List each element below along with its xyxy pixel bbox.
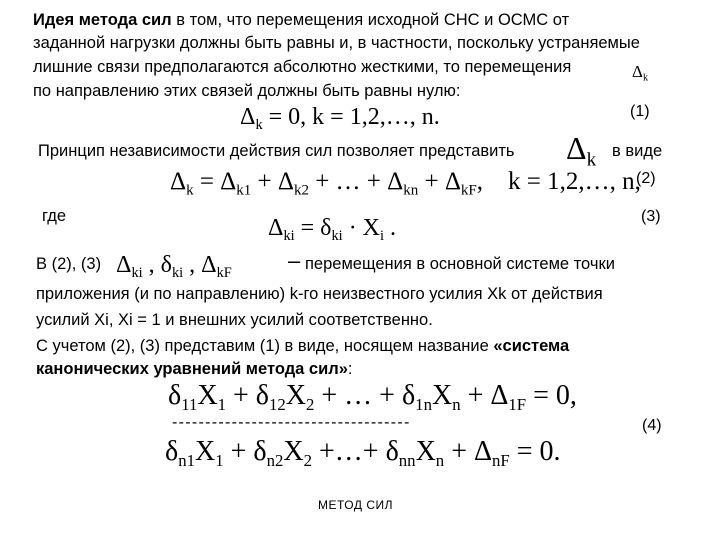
method-name-bold: Идея метода сил xyxy=(33,11,172,29)
big-delta-k xyxy=(566,130,596,172)
displacement-text: перемещения в основной системе точки xyxy=(305,255,615,273)
inline-delta-sub: k xyxy=(642,72,649,84)
eq1-sub: k xyxy=(255,117,263,134)
equation-2: $\Delta_k = \Delta_{k1} + \Delta_{k2}$ + … + $\Delta_{kn} + \Delta_{kF}$, k = 1,2,…, n, xyxy=(170,168,641,199)
canonical-bold: канонических уравнений метода сил» xyxy=(36,360,348,378)
equation-number-2: (2) xyxy=(636,170,656,187)
equation-number-4: (4) xyxy=(642,417,662,434)
intro-line-1-rest: в том, что перемещения исходной СНС и ОСМС от xyxy=(171,11,570,29)
efforts-text: усилий Xi, Xi = 1 и внешних усилий соответственно. xyxy=(36,311,433,329)
equation-1 xyxy=(240,104,440,134)
taking-into-account-line xyxy=(36,336,569,357)
equation-number-3: (3) xyxy=(641,208,661,225)
equation-number-1: (1) xyxy=(630,103,650,120)
intro-line-2: заданной нагрузки должны быть равны и, в частности, поскольку устраняемые xyxy=(33,34,640,52)
canonical-colon: : xyxy=(347,360,353,378)
intro-line-1 xyxy=(33,10,569,31)
inline-symbols: $\Delta_{ki}$ , $\delta_{ki}$ , $\Delta_{kF}$ xyxy=(116,252,232,282)
intro-line-4: по направлению этих связей должны быть равны нулю: xyxy=(33,82,461,100)
equation-4-row-n: $\delta_{n1}X_1 + \delta_{n2}X_2$ +…+ $\delta_{nn}X_n + \Delta_{nF} = 0$. xyxy=(165,436,561,470)
equation-4-dots: ------------------------------------ xyxy=(172,414,411,431)
eq1-delta: Δ xyxy=(240,104,256,130)
equation-3: $\Delta_{ki} = \delta_{ki} \cdot X_i$ . xyxy=(268,215,397,245)
where-label: где xyxy=(42,207,67,225)
eq1-rest: = 0, k = 1,2,…, n. xyxy=(262,104,440,130)
big-delta-symbol: Δ xyxy=(566,130,587,166)
inline-delta-symbol: Δ xyxy=(632,62,643,81)
principle-text: Принцип независимости действия сил позволяет представить xyxy=(38,142,515,160)
inline-delta-k xyxy=(632,62,648,84)
canonical-line xyxy=(36,359,353,380)
equation-4-row-1: $\delta_{11}X_1 + \delta_{12}X_2$ + … + $\delta_{1n}X_n + \Delta_{1F} = 0$, xyxy=(168,380,577,414)
intro-line-3: лишние связи предполагаются абсолютно жесткими, то перемещения xyxy=(33,58,572,76)
in-form-text: в виде xyxy=(612,142,663,160)
application-point-text: приложения (и по направлению) k-го неизвестного усилия Xk от действия xyxy=(36,285,603,303)
dash-sign: – xyxy=(288,248,301,273)
big-delta-sub: k xyxy=(586,149,597,171)
taking-into-account-text: С учетом (2), (3) представим (1) в виде, носящем название xyxy=(36,337,494,355)
footer-label: МЕТОД СИЛ xyxy=(318,498,393,512)
system-bold: «система xyxy=(493,337,570,355)
in-2-3-prefix: В (2), (3) xyxy=(36,255,102,273)
